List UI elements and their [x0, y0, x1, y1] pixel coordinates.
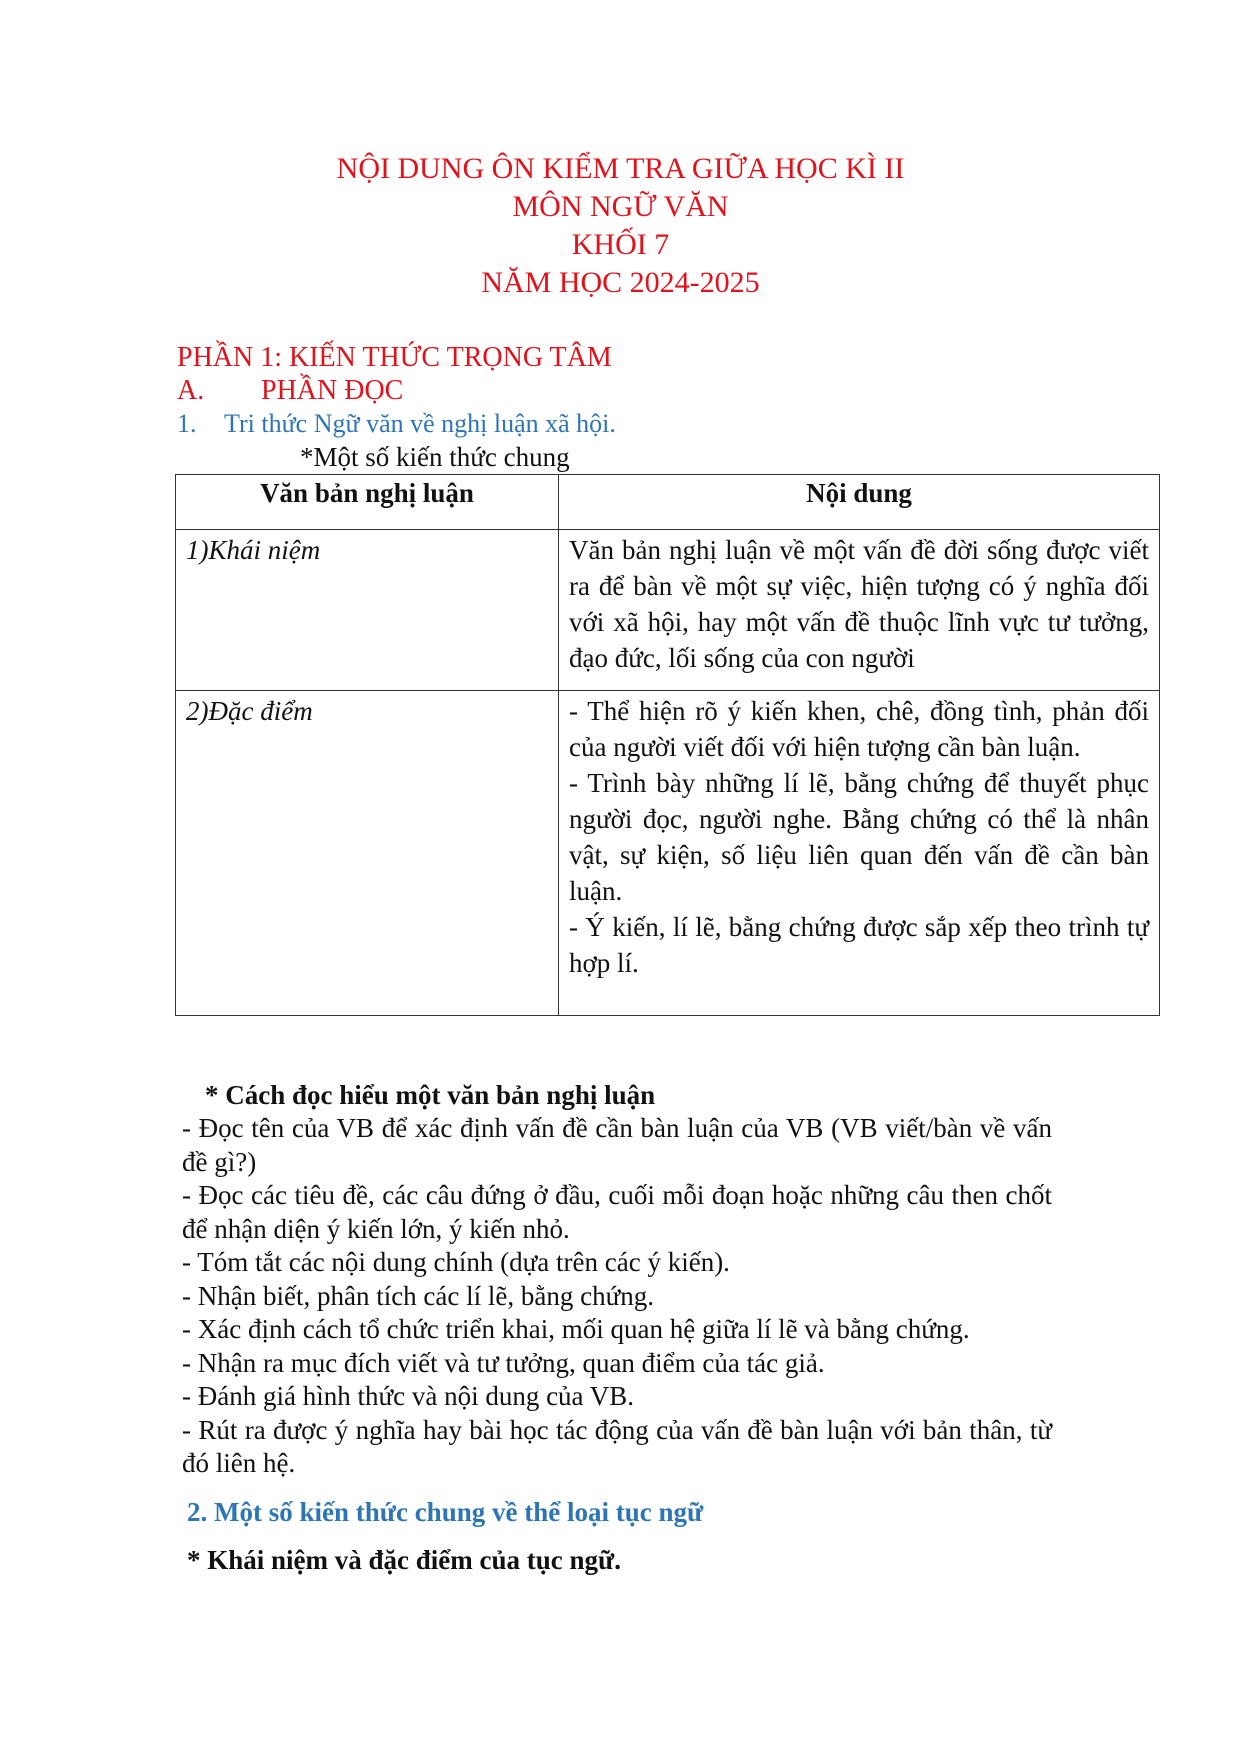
list-item: - Rút ra được ý nghĩa hay bài học tác động của vấn đề bàn luận với bản thân, từ đó liên hệ. — [182, 1414, 1052, 1478]
table-content-line: - Trình bày những lí lẽ, bằng chứng để thuyết phục người đọc, người nghe. Bằng chứng có thể là nhân vật, sự kiện, số liệu liên quan đến vấn đề cần bàn luận. — [569, 768, 1149, 906]
list-item: - Tóm tắt các nội dung chính (dựa trên các ý kiến). — [182, 1247, 730, 1277]
section-a-heading — [177, 374, 403, 408]
table-content-line: - Ý kiến, lí lẽ, bằng chứng được sắp xếp theo trình tự hợp lí. — [569, 912, 1149, 978]
section-2-subheading: * Khái niệm và đặc điểm của tục ngữ. — [187, 1545, 621, 1575]
section-a-text: PHẦN ĐỌC — [261, 375, 404, 406]
title-line-2: MÔN NGỮ VĂN — [512, 190, 729, 223]
table-row-label: 1)Khái niệm — [176, 530, 559, 691]
table-header-cell: Văn bản nghị luận — [176, 475, 559, 530]
table-row-label: 2)Đặc điểm — [176, 691, 559, 1016]
section-2-heading: 2. Một số kiến thức chung về thể loại tục ngữ — [187, 1497, 704, 1527]
section-a-label: A. — [177, 375, 205, 406]
title-line-1: NỘI DUNG ÔN KIỂM TRA GIỮA HỌC KÌ II — [336, 152, 905, 185]
common-knowledge-note: *Một số kiến thức chung — [300, 442, 570, 472]
how-to-read-list — [182, 1112, 1052, 1481]
item-1-text: Tri thức Ngữ văn về nghị luận xã hội. — [224, 409, 616, 438]
table-row-content — [559, 691, 1160, 1016]
how-to-read-heading: * Cách đọc hiểu một văn bản nghị luận — [205, 1080, 656, 1110]
list-item: - Đọc tên của VB để xác định vấn đề cần bàn luận của VB (VB viết/bàn về vấn đề gì?) — [182, 1113, 1052, 1177]
table-row-content — [559, 530, 1160, 691]
knowledge-table — [175, 474, 1160, 1016]
table-content-line: - Thể hiện rõ ý kiến khen, chê, đồng tình, phản đối của người viết đối với hiện tượng cần bàn luận. — [569, 696, 1149, 762]
list-item: - Nhận ra mục đích viết và tư tưởng, quan điểm của tác giả. — [182, 1347, 825, 1378]
table-header-cell: Nội dung — [559, 475, 1160, 530]
list-item: - Xác định cách tổ chức triển khai, mối quan hệ giữa lí lẽ và bằng chứng. — [182, 1314, 970, 1344]
item-1-number: 1. — [177, 409, 197, 438]
item-1-heading — [177, 407, 616, 441]
part1-heading: PHẦN 1: KIẾN THỨC TRỌNG TÂM — [177, 342, 612, 373]
list-item: - Đọc các tiêu đề, các câu đứng ở đầu, cuối mỗi đoạn hoặc những câu then chốt để nhận diện ý kiến lớn, ý kiến nhỏ. — [182, 1180, 1052, 1244]
table-row — [176, 691, 1160, 1016]
table-content-line: Văn bản nghị luận về một vấn đề đời sống được viết ra để bàn về một sự việc, hiện tượng có ý nghĩa đối với xã hội, hay một vấn đề thuộc lĩnh vực tư tưởng, đạo đức, lối sống của con người — [569, 535, 1149, 673]
title-line-4: NĂM HỌC 2024-2025 — [481, 266, 760, 299]
list-item: - Nhận biết, phân tích các lí lẽ, bằng chứng. — [182, 1280, 654, 1311]
table-header-row — [176, 475, 1160, 530]
document-title — [0, 150, 1241, 302]
table-row — [176, 530, 1160, 691]
title-line-3: KHỐI 7 — [571, 228, 670, 261]
list-item: - Đánh giá hình thức và nội dung của VB. — [182, 1381, 635, 1411]
